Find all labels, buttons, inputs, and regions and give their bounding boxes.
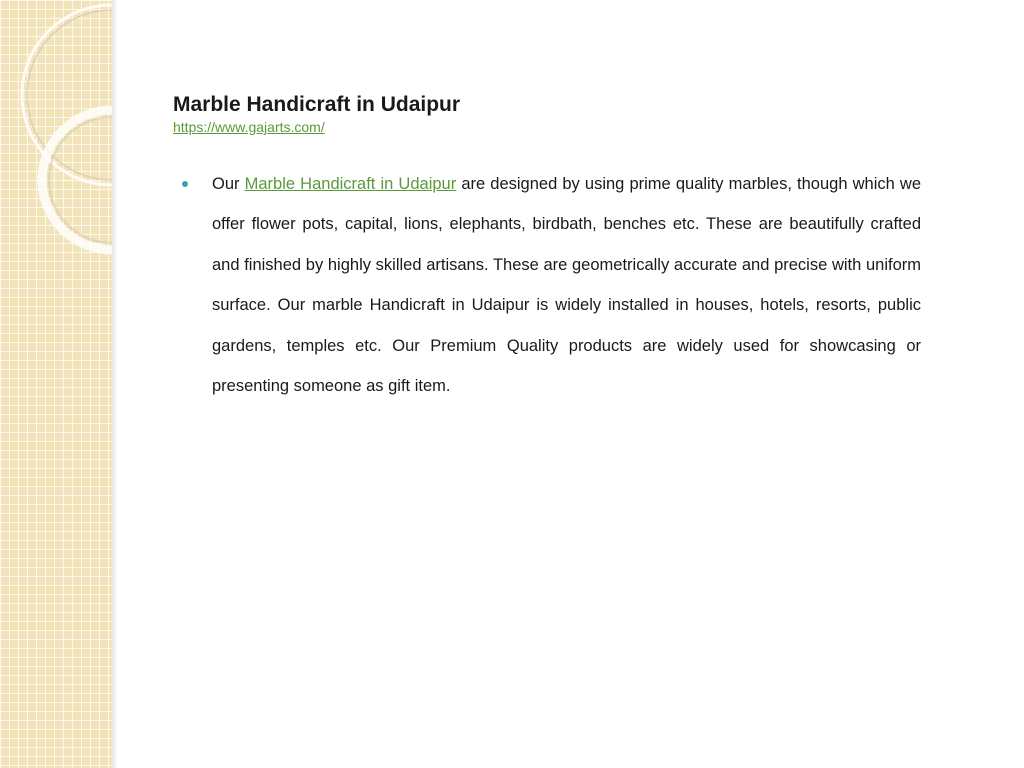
decorative-ring-large: [22, 5, 112, 185]
bullet-prefix: Our: [212, 175, 245, 193]
product-link[interactable]: Marble Handicraft in Udaipur: [244, 175, 457, 193]
decorative-ring-large-shadow: [27, 10, 112, 180]
bullet-body: are designed by using prime quality marbles, though which we offer flower pots, capital, lions, elephants, birdbath, benches etc. These are beautifully crafted and finished by highly skilled artisans. These are geometrically accurate and precise with uniform surface. Our marble Handicraft in Udaipur is widely installed in houses, hotels, resorts, public gardens, temples etc. Our Premium Quality products are widely used for showcasing or presenting someone as gift item.: [212, 175, 921, 396]
bullet-dot-icon: [182, 181, 188, 187]
decorative-grid-strip: [0, 0, 112, 768]
slide-content: [173, 92, 921, 406]
bullet-list: [173, 164, 921, 406]
bullet-item: [173, 164, 921, 406]
decorative-circles: [0, 0, 112, 768]
slide-title: Marble Handicraft in Udaipur: [173, 93, 461, 116]
website-link[interactable]: https://www.gajarts.com/: [173, 119, 325, 135]
strip-shadow: [112, 0, 118, 768]
